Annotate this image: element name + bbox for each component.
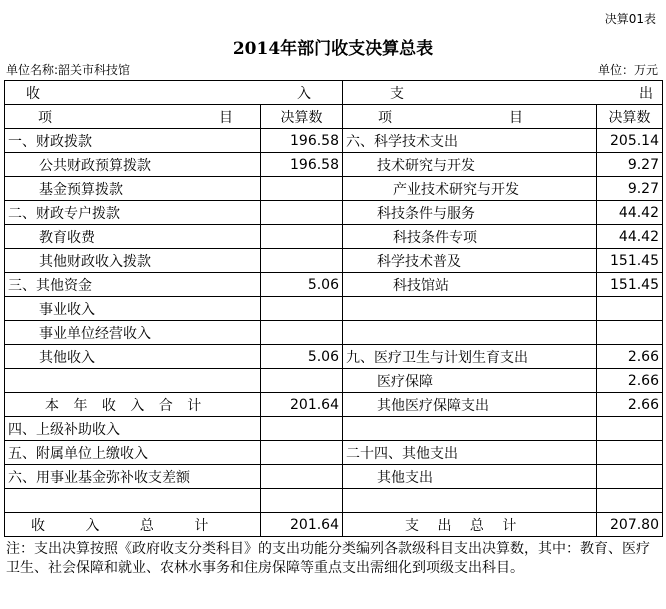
expense-header-right: 出 xyxy=(639,85,653,102)
expense-header xyxy=(343,81,663,105)
expense-amount xyxy=(597,465,663,489)
expense-amount xyxy=(597,417,663,441)
expense-item: 九、医疗卫生与计划生育支出 xyxy=(343,345,597,369)
income-item: 一、财政拨款 xyxy=(5,129,261,153)
table-row xyxy=(5,153,663,177)
expense-amount xyxy=(597,297,663,321)
expense-item: 科学技术普及 xyxy=(343,249,597,273)
table-row xyxy=(5,321,663,345)
item-header-left: 项 xyxy=(38,109,52,126)
expense-item xyxy=(343,417,597,441)
income-amount xyxy=(261,201,343,225)
item-header-right: 目 xyxy=(219,109,233,126)
table-row xyxy=(5,201,663,225)
income-amount xyxy=(261,417,343,441)
expense-header-left: 支 xyxy=(390,85,404,102)
income-amount-header: 决算数 xyxy=(261,105,343,129)
expense-item: 技术研究与开发 xyxy=(343,153,597,177)
page-title: 2014年部门收支决算总表 xyxy=(232,39,434,59)
currency-unit: 单位：万元 xyxy=(597,63,658,77)
income-item: 公共财政预算拨款 xyxy=(5,153,261,177)
income-amount xyxy=(261,321,343,345)
income-item xyxy=(5,489,261,513)
income-amount xyxy=(261,177,343,201)
income-item xyxy=(5,369,261,393)
expense-item xyxy=(343,489,597,513)
income-item: 其他收入 xyxy=(5,345,261,369)
income-subtotal-label: 本 年 收 入 合 计 xyxy=(5,393,261,417)
table-row xyxy=(5,249,663,273)
expense-item: 科技条件专项 xyxy=(343,225,597,249)
item-header-left: 项 xyxy=(378,109,392,126)
income-header-right: 入 xyxy=(297,85,311,102)
income-amount: 5.06 xyxy=(261,273,343,297)
budget-table xyxy=(4,80,663,537)
table-row xyxy=(5,489,663,513)
income-header xyxy=(5,81,343,105)
income-amount xyxy=(261,297,343,321)
expense-total-amount: 207.80 xyxy=(597,513,663,537)
form-number: 决算01表 xyxy=(604,12,656,26)
income-amount: 196.58 xyxy=(261,129,343,153)
income-item: 四、上级补助收入 xyxy=(5,417,261,441)
footnote: 注：支出决算按照《政府收支分类科目》的支出功能分类编列各款级科目支出决算数，其中：教育、医疗卫生、社会保障和就业、农林水事务和住房保障等重点支出需细化到项级支出科目。 xyxy=(6,541,650,576)
expense-item xyxy=(343,321,597,345)
expense-item: 科技馆站 xyxy=(343,273,597,297)
income-amount xyxy=(261,225,343,249)
income-total-label: 收 入 总 计 xyxy=(5,513,261,537)
expense-amount: 44.42 xyxy=(597,225,663,249)
expense-item: 科技条件与服务 xyxy=(343,201,597,225)
header-row-columns xyxy=(5,105,663,129)
table-row xyxy=(5,465,663,489)
expense-amount: 2.66 xyxy=(597,369,663,393)
table-row xyxy=(5,225,663,249)
income-item: 教育收费 xyxy=(5,225,261,249)
total-row xyxy=(5,513,663,537)
expense-item xyxy=(343,297,597,321)
income-item: 三、其他资金 xyxy=(5,273,261,297)
expense-total-label: 支 出 总 计 xyxy=(343,513,597,537)
expense-amount xyxy=(597,321,663,345)
expense-item: 其他医疗保障支出 xyxy=(343,393,597,417)
income-amount: 196.58 xyxy=(261,153,343,177)
expense-item: 六、科学技术支出 xyxy=(343,129,597,153)
income-item: 五、附属单位上缴收入 xyxy=(5,441,261,465)
table-row xyxy=(5,273,663,297)
expense-amount: 9.27 xyxy=(597,177,663,201)
income-amount xyxy=(261,249,343,273)
table-row xyxy=(5,393,663,417)
item-header-right: 目 xyxy=(509,109,523,126)
table-row xyxy=(5,297,663,321)
income-header-left: 收 xyxy=(26,85,40,102)
expense-amount: 9.27 xyxy=(597,153,663,177)
expense-amount xyxy=(597,489,663,513)
expense-item-header xyxy=(343,105,597,129)
income-amount xyxy=(261,465,343,489)
income-amount xyxy=(261,369,343,393)
income-item: 其他财政收入拨款 xyxy=(5,249,261,273)
income-item: 二、财政专户拨款 xyxy=(5,201,261,225)
expense-item: 产业技术研究与开发 xyxy=(343,177,597,201)
income-item: 事业收入 xyxy=(5,297,261,321)
expense-amount-header: 决算数 xyxy=(597,105,663,129)
income-amount xyxy=(261,441,343,465)
income-item: 六、用事业基金弥补收支差额 xyxy=(5,465,261,489)
expense-amount: 44.42 xyxy=(597,201,663,225)
income-amount: 5.06 xyxy=(261,345,343,369)
income-item: 事业单位经营收入 xyxy=(5,321,261,345)
unit-name: 单位名称:韶关市科技馆 xyxy=(6,63,131,77)
expense-amount xyxy=(597,441,663,465)
expense-amount: 2.66 xyxy=(597,393,663,417)
expense-amount: 151.45 xyxy=(597,249,663,273)
expense-item: 医疗保障 xyxy=(343,369,597,393)
table-row xyxy=(5,129,663,153)
header-row-section xyxy=(5,81,663,105)
table-row xyxy=(5,441,663,465)
expense-item: 二十四、其他支出 xyxy=(343,441,597,465)
table-row xyxy=(5,417,663,441)
table-row xyxy=(5,369,663,393)
table-row xyxy=(5,177,663,201)
income-item: 基金预算拨款 xyxy=(5,177,261,201)
expense-amount: 205.14 xyxy=(597,129,663,153)
income-amount xyxy=(261,489,343,513)
expense-amount: 151.45 xyxy=(597,273,663,297)
table-row xyxy=(5,345,663,369)
expense-amount: 2.66 xyxy=(597,345,663,369)
income-item-header xyxy=(5,105,261,129)
income-amount: 201.64 xyxy=(261,393,343,417)
income-total-amount: 201.64 xyxy=(261,513,343,537)
expense-item: 其他支出 xyxy=(343,465,597,489)
